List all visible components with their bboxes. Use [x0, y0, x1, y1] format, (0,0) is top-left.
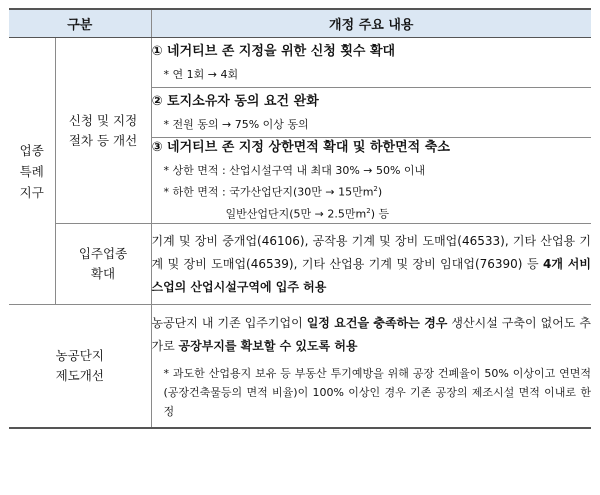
superscript: 2 — [373, 185, 378, 193]
procedure-label: 신청 및 지정 절차 등 개선 — [68, 112, 138, 148]
tenant-text-bold: 4개 서비스업의 산업시설구역에 입주 허용 — [151, 256, 591, 294]
agri-text-1: 농공단지 내 기존 입주기업이 — [151, 315, 307, 330]
agri-label: 농공단지 제도개선 — [55, 348, 104, 384]
agri-text — [152, 312, 592, 358]
superscript: 2 — [366, 206, 371, 215]
tenant-text-normal: 기계 및 장비 중개업(46106), 공작용 기계 및 장비 도매업(46533), 기타 산업용 기계 및 장비 도매업(46539), 기타 산업용 기계 및 장비 임대업(76390) 등 — [151, 233, 591, 271]
zone-category-label: 업종 특례 지구 — [19, 142, 44, 200]
agri-note: * 과도한 산업용지 보유 등 부동산 투기예방을 위해 공장 건폐율이 50% 이상이고 연면적(공장건축물등의 면적 비율)이 100% 이상인 경우 기존 공장의 제조시설 면적 이내로 한정 — [163, 366, 591, 418]
agri-label-cell — [9, 305, 151, 429]
table-header-row — [9, 9, 591, 38]
item3-note-upper: * 상한 면적 : 산업시설구역 내 최대 30% → 50% 이내 — [163, 164, 426, 177]
item3-note-lower-b — [226, 202, 592, 224]
item3-note-lower-a-text: * 하한 면적 : 국가산업단지(30만 → 15만m — [163, 185, 374, 199]
agri-text-4: 공장부지를 확보할 수 있도록 허용 — [178, 338, 358, 353]
table-row — [9, 305, 591, 429]
agri-text-3: 생산시설 구축이 없어도 추가로 — [151, 315, 591, 353]
agri-text-2: 일정 요건을 충족하는 경우 — [306, 315, 448, 330]
tenant-label: 입주업종 확대 — [78, 246, 128, 282]
item3-title: ③ 네거티브 존 지정 상한면적 확대 및 하한면적 축소 — [151, 140, 450, 155]
header-category: 구분 — [9, 9, 151, 38]
item2-note: * 전원 동의 → 75% 이상 동의 — [163, 117, 309, 131]
procedure-label-cell — [55, 38, 151, 224]
revision-table — [9, 8, 591, 429]
item1-note: * 연 1회 → 4회 — [163, 67, 239, 81]
item2-title: ② 토지소유자 동의 요건 완화 — [151, 93, 319, 109]
table-row — [9, 38, 591, 88]
zone-category-cell — [9, 38, 55, 305]
item2-cell — [151, 88, 591, 138]
header-content: 개정 주요 내용 — [151, 9, 591, 38]
item1-cell — [151, 38, 591, 88]
item3-note-lower-a — [164, 180, 592, 202]
item3-note-lower-a-end: ) — [377, 185, 383, 199]
table-row — [9, 224, 591, 305]
item3-cell — [151, 138, 591, 224]
item1-title: ① 네거티브 존 지정을 위한 신청 횟수 확대 — [151, 43, 396, 59]
tenant-cell — [151, 224, 591, 305]
item3-note-lower-b-text: 일반산업단지(5만 → 2.5만m — [225, 207, 367, 221]
item3-note-lower-b-end: ) 등 — [370, 207, 390, 221]
tenant-label-cell — [55, 224, 151, 305]
agri-cell — [151, 305, 591, 429]
tenant-text — [152, 230, 592, 299]
